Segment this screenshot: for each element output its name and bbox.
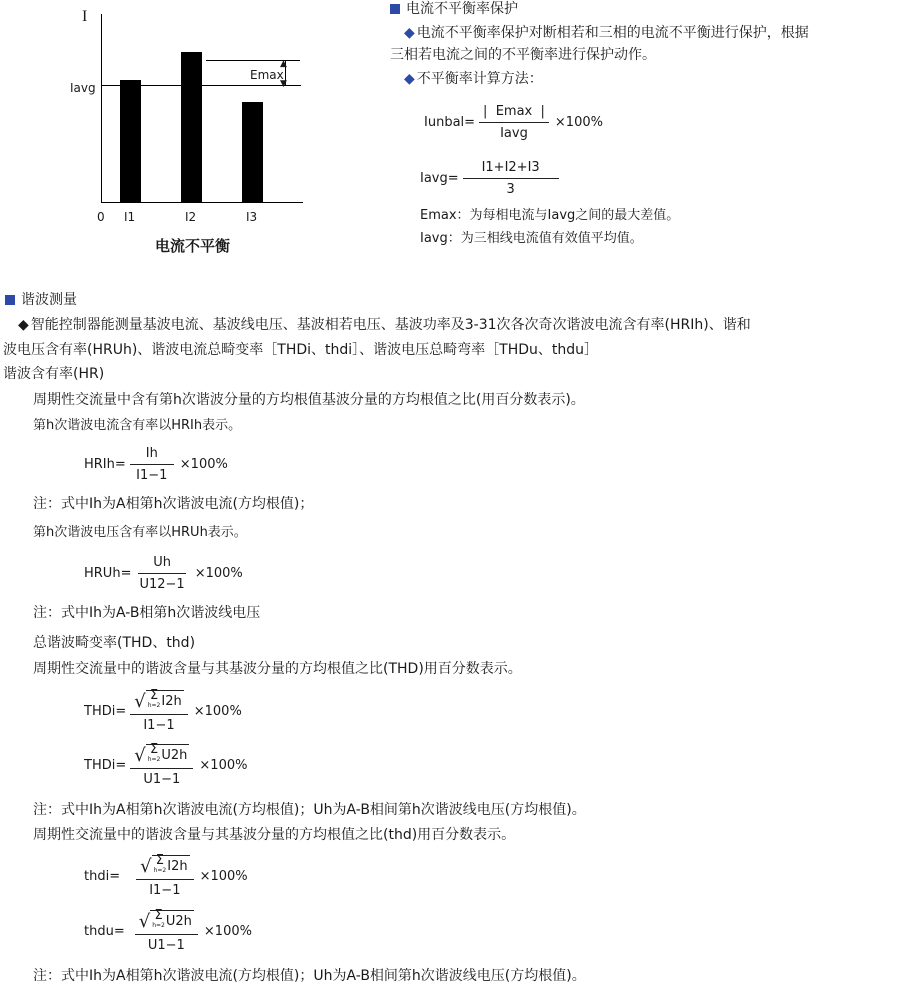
emax-arrow-head-down: ▼	[280, 79, 287, 89]
formula-den: U1−1	[147, 938, 185, 953]
formula-tail: ×100%	[199, 869, 248, 884]
formula-den: U1−1	[143, 772, 181, 787]
sum-icon: Σ h=2	[147, 688, 161, 709]
sqrt-icon: √	[134, 691, 146, 712]
formula-tail: ×100%	[199, 758, 248, 773]
formula-lhs: HRUh=	[84, 566, 132, 581]
sum-icon: Σ h=2	[147, 742, 161, 763]
formula-iavg	[420, 160, 559, 197]
unbalance-heading: 电流不平衡率保护	[390, 0, 518, 18]
y-axis-label: I	[82, 8, 88, 25]
diamond-bullet-icon: ◆	[404, 71, 415, 87]
hri-intro: 第h次谐波电流含有率以HRIh表示。	[33, 418, 242, 433]
diamond-bullet-icon: ◆	[18, 317, 29, 333]
x-tick-label: I3	[246, 210, 258, 224]
hr-heading: 谐波含有率(HR)	[3, 366, 105, 382]
sum-icon: Σ h=2	[153, 853, 167, 874]
y-axis-line	[101, 14, 102, 202]
formula-thdu	[84, 744, 247, 787]
formula-den: I1−1	[143, 718, 175, 733]
formula-den: U12−1	[139, 577, 185, 592]
formula-num: √ Σ h=2 U2h	[135, 910, 198, 935]
iavg-note: Iavg：为三相线电流值有效值平均值。	[420, 231, 643, 246]
formula-tail: ×100%	[193, 704, 242, 719]
formula-lhs: thdi=	[84, 869, 121, 884]
formula-lhs: Iavg=	[420, 171, 459, 186]
hru-note: 注：式中Ih为A-B相第h次谐波线电压	[33, 605, 261, 621]
bar-i1	[120, 80, 141, 202]
formula-tail: ×100%	[179, 457, 228, 472]
avg-label: Iavg	[70, 81, 96, 95]
square-bullet-icon	[5, 295, 15, 305]
formula-den: I1−1	[149, 883, 181, 898]
thd-heading: 总谐波畸变率(THD、thd)	[33, 635, 196, 651]
formula-num: Uh	[138, 555, 186, 574]
formula-iunbal	[424, 104, 603, 141]
formula-lhs: Iunbal=	[424, 115, 476, 130]
thd-definition: 周期性交流量中的谐波含量与其基波分量的方均根值之比(THD)用百分数表示。	[33, 661, 522, 677]
formula-lhs: THDi=	[84, 758, 127, 773]
x-tick-label: I2	[185, 210, 197, 224]
hr-definition: 周期性交流量中含有第h次谐波分量的方均根值基波分量的方均根值之比(用百分数表示)。	[33, 392, 585, 408]
formula-tail: ×100%	[554, 115, 603, 130]
x-axis-line	[101, 202, 303, 203]
bar-i2	[181, 52, 202, 202]
formula-lhs: thdu=	[84, 924, 125, 939]
sqrt-icon: √	[138, 911, 151, 932]
hru-intro: 第h次谐波电压含有率以HRUh表示。	[33, 525, 247, 540]
formula-num: I1+I2+I3	[463, 160, 559, 179]
x-tick-label: I1	[124, 210, 136, 224]
sum-icon: Σ h=2	[152, 908, 165, 929]
formula-hru	[84, 555, 243, 592]
formula-den: Iavg	[500, 126, 528, 141]
emax-arrow-head-up: ▲	[280, 59, 287, 69]
origin-label: 0	[97, 210, 105, 224]
unbalance-desc-1: ◆ 电流不平衡率保护对断相若和三相的电流不平衡进行保护，根据	[404, 25, 809, 41]
harmonic-heading: 谐波测量	[5, 291, 77, 309]
formula-den: 3	[506, 182, 515, 197]
formula-thdi	[84, 690, 242, 733]
formula-lhs: THDi=	[84, 704, 127, 719]
formula-num: | Emax |	[479, 104, 549, 123]
calc-heading: ◆ 不平衡率计算方法：	[404, 71, 543, 87]
formula-tail: ×100%	[194, 566, 243, 581]
unbalance-desc-2: 三相若电流之间的不平衡率进行保护动作。	[390, 47, 656, 63]
emax-note: Emax：为每相电流与Iavg之间的最大差值。	[420, 208, 680, 223]
square-bullet-icon	[390, 4, 400, 14]
sqrt-icon: √	[140, 856, 152, 877]
formula-thdu-small	[84, 910, 252, 953]
emax-label: Emax	[250, 68, 284, 82]
thd-note: 注：式中Ih为A相第h次谐波电流(方均根值)；Uh为A-B相间第h次谐波线电压(方均根值)。	[33, 802, 586, 818]
formula-den: I1−1	[136, 468, 168, 483]
sqrt-icon: √	[134, 745, 146, 766]
formula-thdi-small	[84, 855, 248, 898]
formula-num: √ Σ h=2 U2h	[130, 744, 193, 769]
thd-small-note: 注：式中Ih为A相第h次谐波电流(方均根值)；Uh为A-B相间第h次谐波线电压(方均根值)。	[33, 968, 586, 984]
chart-caption: 电流不平衡	[155, 237, 231, 255]
formula-num: √ Σ h=2 I2h	[130, 690, 188, 715]
thd-small-definition: 周期性交流量中的谐波含量与其基波分量的方均根值之比(thd)用百分数表示。	[33, 827, 516, 843]
harmonic-intro-2: 波电压含有率(HRUh)、谐波电流总畸变率［THDi、thdi］、谐波电压总畸弯率［THDu、thdu］	[3, 342, 599, 358]
harmonic-intro-1: ◆ 智能控制器能测量基波电流、基波线电压、基波相若电压、基波功率及3-31次各次奇次谐波电流含有率(HRIh)、谐和	[18, 317, 751, 333]
formula-lhs: HRIh=	[84, 457, 126, 472]
bar-i3	[242, 102, 263, 202]
formula-num: Ih	[130, 446, 174, 465]
formula-hri	[84, 446, 228, 483]
diamond-bullet-icon: ◆	[404, 25, 415, 41]
hri-note: 注：式中Ih为A相第h次谐波电流(方均根值)；	[33, 496, 314, 512]
formula-tail: ×100%	[203, 924, 252, 939]
formula-num: √ Σ h=2 I2h	[136, 855, 194, 880]
